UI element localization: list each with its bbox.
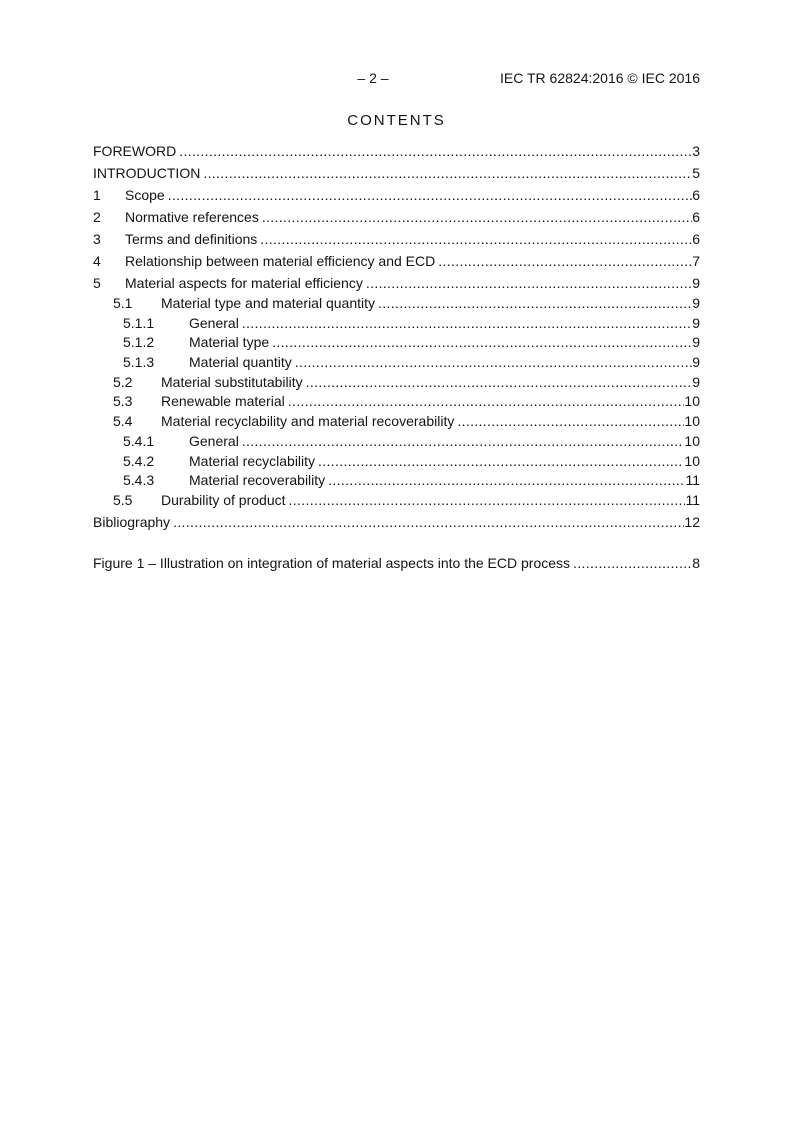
dot-leader	[259, 206, 692, 228]
toc-title: Scope	[125, 187, 165, 203]
toc-title: Material aspects for material efficiency	[125, 275, 363, 291]
toc-page-number: 10	[684, 413, 700, 430]
toc-page-number: 6	[692, 231, 700, 247]
toc-page-number: 10	[684, 432, 700, 449]
toc-number: 5.1.1	[123, 314, 155, 331]
toc-page-number: 9	[692, 334, 700, 351]
toc-title: Material quantity	[189, 354, 292, 371]
header-document-ref: IEC TR 62824:2016 © IEC 2016	[500, 70, 700, 86]
toc-page-number: 9	[692, 314, 700, 331]
toc-row	[93, 162, 700, 184]
toc-page-number: 12	[684, 513, 700, 530]
toc-row	[93, 552, 700, 574]
toc-page-number: 10	[684, 393, 700, 410]
toc-row	[93, 294, 700, 314]
toc-figures-list	[93, 552, 700, 574]
toc-number: 5.4.2	[123, 452, 155, 469]
toc-title: Normative references	[125, 209, 259, 225]
toc-number: 5.4.3	[123, 472, 155, 489]
dot-leader	[303, 373, 693, 393]
toc-number: 3	[93, 231, 101, 247]
toc-page-number: 9	[692, 354, 700, 371]
toc-container	[93, 140, 700, 574]
dot-leader	[325, 471, 685, 491]
toc-number: 5.1.2	[123, 334, 155, 351]
toc-title: Durability of product	[161, 491, 286, 508]
toc-page-number: 10	[684, 452, 700, 469]
toc-title: General	[189, 314, 239, 331]
toc-number: 5.5	[113, 491, 133, 508]
toc-title: Renewable material	[161, 393, 285, 410]
dot-leader	[363, 272, 692, 294]
toc-title: FOREWORD	[93, 143, 177, 159]
toc-title: Terms and definitions	[125, 231, 258, 247]
toc-row	[93, 471, 700, 491]
dot-leader	[454, 412, 684, 432]
toc-title: Material recyclability and material recoverability	[161, 413, 455, 430]
toc-row	[93, 184, 700, 206]
dot-leader	[285, 392, 685, 412]
toc-title: General	[189, 432, 239, 449]
toc-number: 5.1.3	[123, 354, 155, 371]
toc-row	[93, 333, 700, 353]
dot-leader	[176, 140, 692, 162]
toc-title: Material substitutability	[161, 373, 303, 390]
dot-leader	[375, 294, 692, 314]
toc-row	[93, 228, 700, 250]
toc-row	[93, 491, 700, 511]
toc-number: 5	[93, 275, 101, 291]
toc-page-number: 9	[692, 373, 700, 390]
toc-number: 4	[93, 253, 101, 269]
toc-page-number: 11	[685, 491, 700, 508]
toc-row	[93, 511, 700, 533]
toc-page-number: 11	[685, 472, 700, 489]
toc-title: Figure 1 – Illustration on integration of material aspects into the ECD process	[93, 554, 571, 571]
dot-leader	[170, 511, 684, 533]
toc-number: 5.4	[113, 413, 133, 430]
toc-page-number: 6	[692, 187, 700, 203]
dot-leader	[570, 552, 692, 574]
toc-row	[93, 314, 700, 334]
toc-page-number: 9	[692, 275, 700, 291]
dot-leader	[292, 353, 692, 373]
dot-leader	[286, 491, 686, 511]
toc-row	[93, 392, 700, 412]
toc-row	[93, 140, 700, 162]
toc-row	[93, 272, 700, 294]
dot-leader	[315, 452, 684, 472]
dot-leader	[165, 184, 693, 206]
toc-row	[93, 353, 700, 373]
dot-leader	[257, 228, 692, 250]
toc-number: 5.2	[113, 373, 133, 390]
toc-page-number: 5	[692, 165, 700, 181]
toc-row	[93, 432, 700, 452]
toc-page-number: 6	[692, 209, 700, 225]
toc-number: 5.4.1	[123, 432, 155, 449]
toc-number: 2	[93, 209, 101, 225]
toc-row	[93, 373, 700, 393]
dot-leader	[269, 333, 692, 353]
toc-number: 1	[93, 187, 101, 203]
toc-title: INTRODUCTION	[93, 165, 201, 181]
toc-list	[93, 140, 700, 533]
toc-title: Relationship between material efficiency and ECD	[125, 253, 436, 269]
toc-page-number: 7	[692, 253, 700, 269]
toc-row	[93, 250, 700, 272]
toc-page-number: 8	[692, 554, 700, 571]
toc-page-number: 3	[692, 143, 700, 159]
toc-number: 5.1	[113, 295, 133, 311]
dot-leader	[239, 314, 692, 334]
toc-title: Material type	[189, 334, 270, 351]
dot-leader	[239, 432, 685, 452]
dot-leader	[200, 162, 692, 184]
toc-row	[93, 206, 700, 228]
page-header	[93, 67, 700, 89]
toc-title: Material recoverability	[189, 472, 326, 489]
toc-title: Material recyclability	[189, 452, 316, 469]
toc-title: Bibliography	[93, 513, 171, 530]
toc-page-number: 9	[692, 295, 700, 311]
dot-leader	[435, 250, 692, 272]
toc-number: 5.3	[113, 393, 133, 410]
contents-title: CONTENTS	[347, 112, 446, 129]
toc-row	[93, 412, 700, 432]
toc-title: Material type and material quantity	[161, 295, 375, 311]
header-page-number: – 2 –	[357, 70, 389, 86]
toc-row	[93, 452, 700, 472]
